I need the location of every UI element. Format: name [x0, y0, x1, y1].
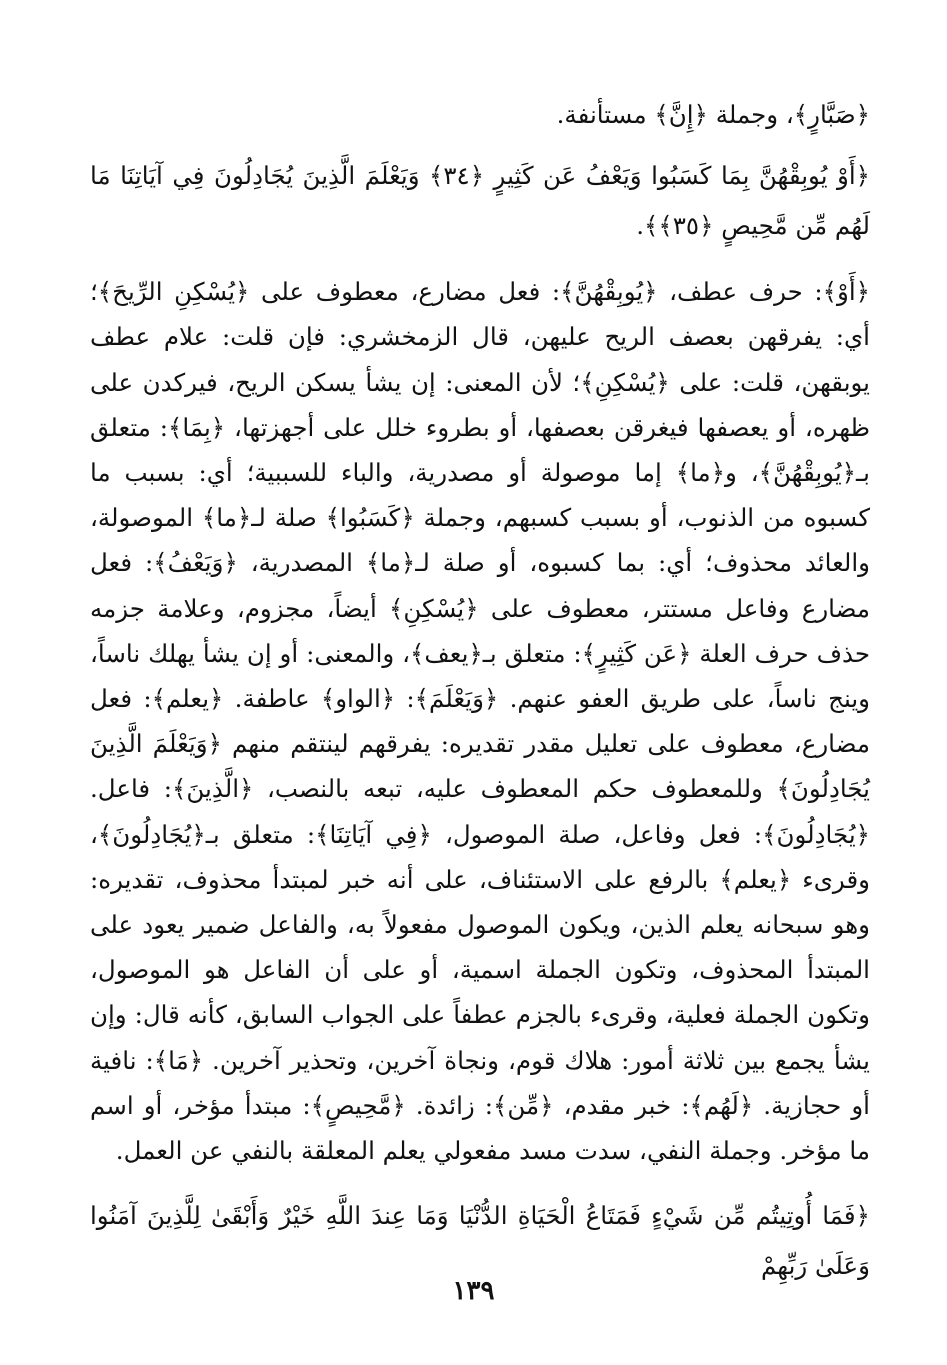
quran-verse-34-35: ﴿أَوْ يُوبِقْهُنَّ بِمَا كَسَبُوا وَيَعْفُ عَن كَثِيرٍ ﴿٣٤﴾ وَيَعْلَمَ الَّذِينَ يُجَادِلُونَ فِي آيَاتِنَا مَا لَهُم مِّن مَّحِيصٍ ﴿٣٥﴾﴾. — [90, 161, 871, 241]
paragraph-1: ﴿صَبَّارٍ﴾، وجملة ﴿إِنَّ﴾ مستأنفة. — [556, 100, 870, 129]
quran-verse-36: ﴿فَمَا أُوتِيتُم مِّن شَيْءٍ فَمَتَاعُ الْحَيَاةِ الدُّنْيَا وَمَا عِندَ اللَّهِ خَيْرٌ وَأَبْقَىٰ لِلَّذِينَ آمَنُوا وَعَلَىٰ رَبِّهِمْ — [90, 1201, 870, 1281]
page-text — [90, 92, 870, 1291]
paragraph-grammar-analysis: ﴿أَوْ﴾: حرف عطف، ﴿يُوبِقْهُنَّ﴾: فعل مضارع، معطوف على ﴿يُسْكِنِ الرِّيحَ﴾؛ أي: يفرقهن بعصف الريح عليهن، قال الزمخشري: فإن قلت: علام عطف يوبقهن، قلت: على ﴿يُسْكِنِ﴾؛ لأن المعنى: إن يشأ يسكن الريح، فيركدن على ظهره، أو يعصفها فيغرقن بعصفها، أو بطروء خلل على أجهزتها، ﴿بِمَا﴾: متعلق بـ﴿يُوبِقْهُنَّ﴾، و﴿ما﴾ إما موصولة أو مصدرية، والباء للسببية؛ أي: بسبب ما كسبوه من الذنوب، أو بسبب كسبهم، وجملة ﴿كَسَبُوا﴾ صلة لـ﴿ما﴾ الموصولة، والعائد محذوف؛ أي: بما كسبوه، أو صلة لـ﴿ما﴾ المصدرية، ﴿وَيَعْفُ﴾: فعل مضارع وفاعل مستتر، معطوف على ﴿يُسْكِنِ﴾ أيضاً، مجزوم، وعلامة جزمه حذف حرف العلة ﴿عَن كَثِيرٍ﴾: متعلق بـ﴿يعف﴾، والمعنى: أو إن يشأ يهلك ناساً، وينج ناساً، على طريق العفو عنهم. ﴿وَيَعْلَمَ﴾: ﴿الواو﴾ عاطفة. ﴿يعلم﴾: فعل مضارع، معطوف على تعليل مقدر تقديره: يفرقهم لينتقم منهم ﴿وَيَعْلَمَ الَّذِينَ يُجَادِلُونَ﴾ وللمعطوف حكم المعطوف عليه، تبعه بالنصب، ﴿الَّذِينَ﴾: فاعل. ﴿يُجَادِلُونَ﴾: فعل وفاعل، صلة الموصول، ﴿فِي آيَاتِنَا﴾: متعلق بـ﴿يُجَادِلُونَ﴾، وقرىء ﴿يعلم﴾ بالرفع على الاستئناف، على أنه خبر لمبتدأ محذوف، تقديره: وهو سبحانه يعلم الذين، ويكون الموصول مفعولاً به، والفاعل ضمير يعود على المبتدأ المحذوف، وتكون الجملة اسمية، أو على أن الفاعل هو الموصول، وتكون الجملة فعلية، وقرىء بالجزم عطفاً على الجواب السابق، كأنه قال: وإن يشأ يجمع بين ثلاثة أمور: هلاك قوم، ونجاة آخرين، وتحذير آخرين. ﴿مَا﴾: نافية أو حجازية. ﴿لَهُم﴾: خبر مقدم، ﴿مِّن﴾: زائدة. ﴿مَّحِيصٍ﴾: مبتدأ مؤخر، أو اسم ما مؤخر. وجملة النفي، سدت مسد مفعولي يعلم المعلقة بالنفي عن العمل. — [90, 277, 870, 1166]
page-number: ١٣٩ — [452, 1276, 495, 1306]
